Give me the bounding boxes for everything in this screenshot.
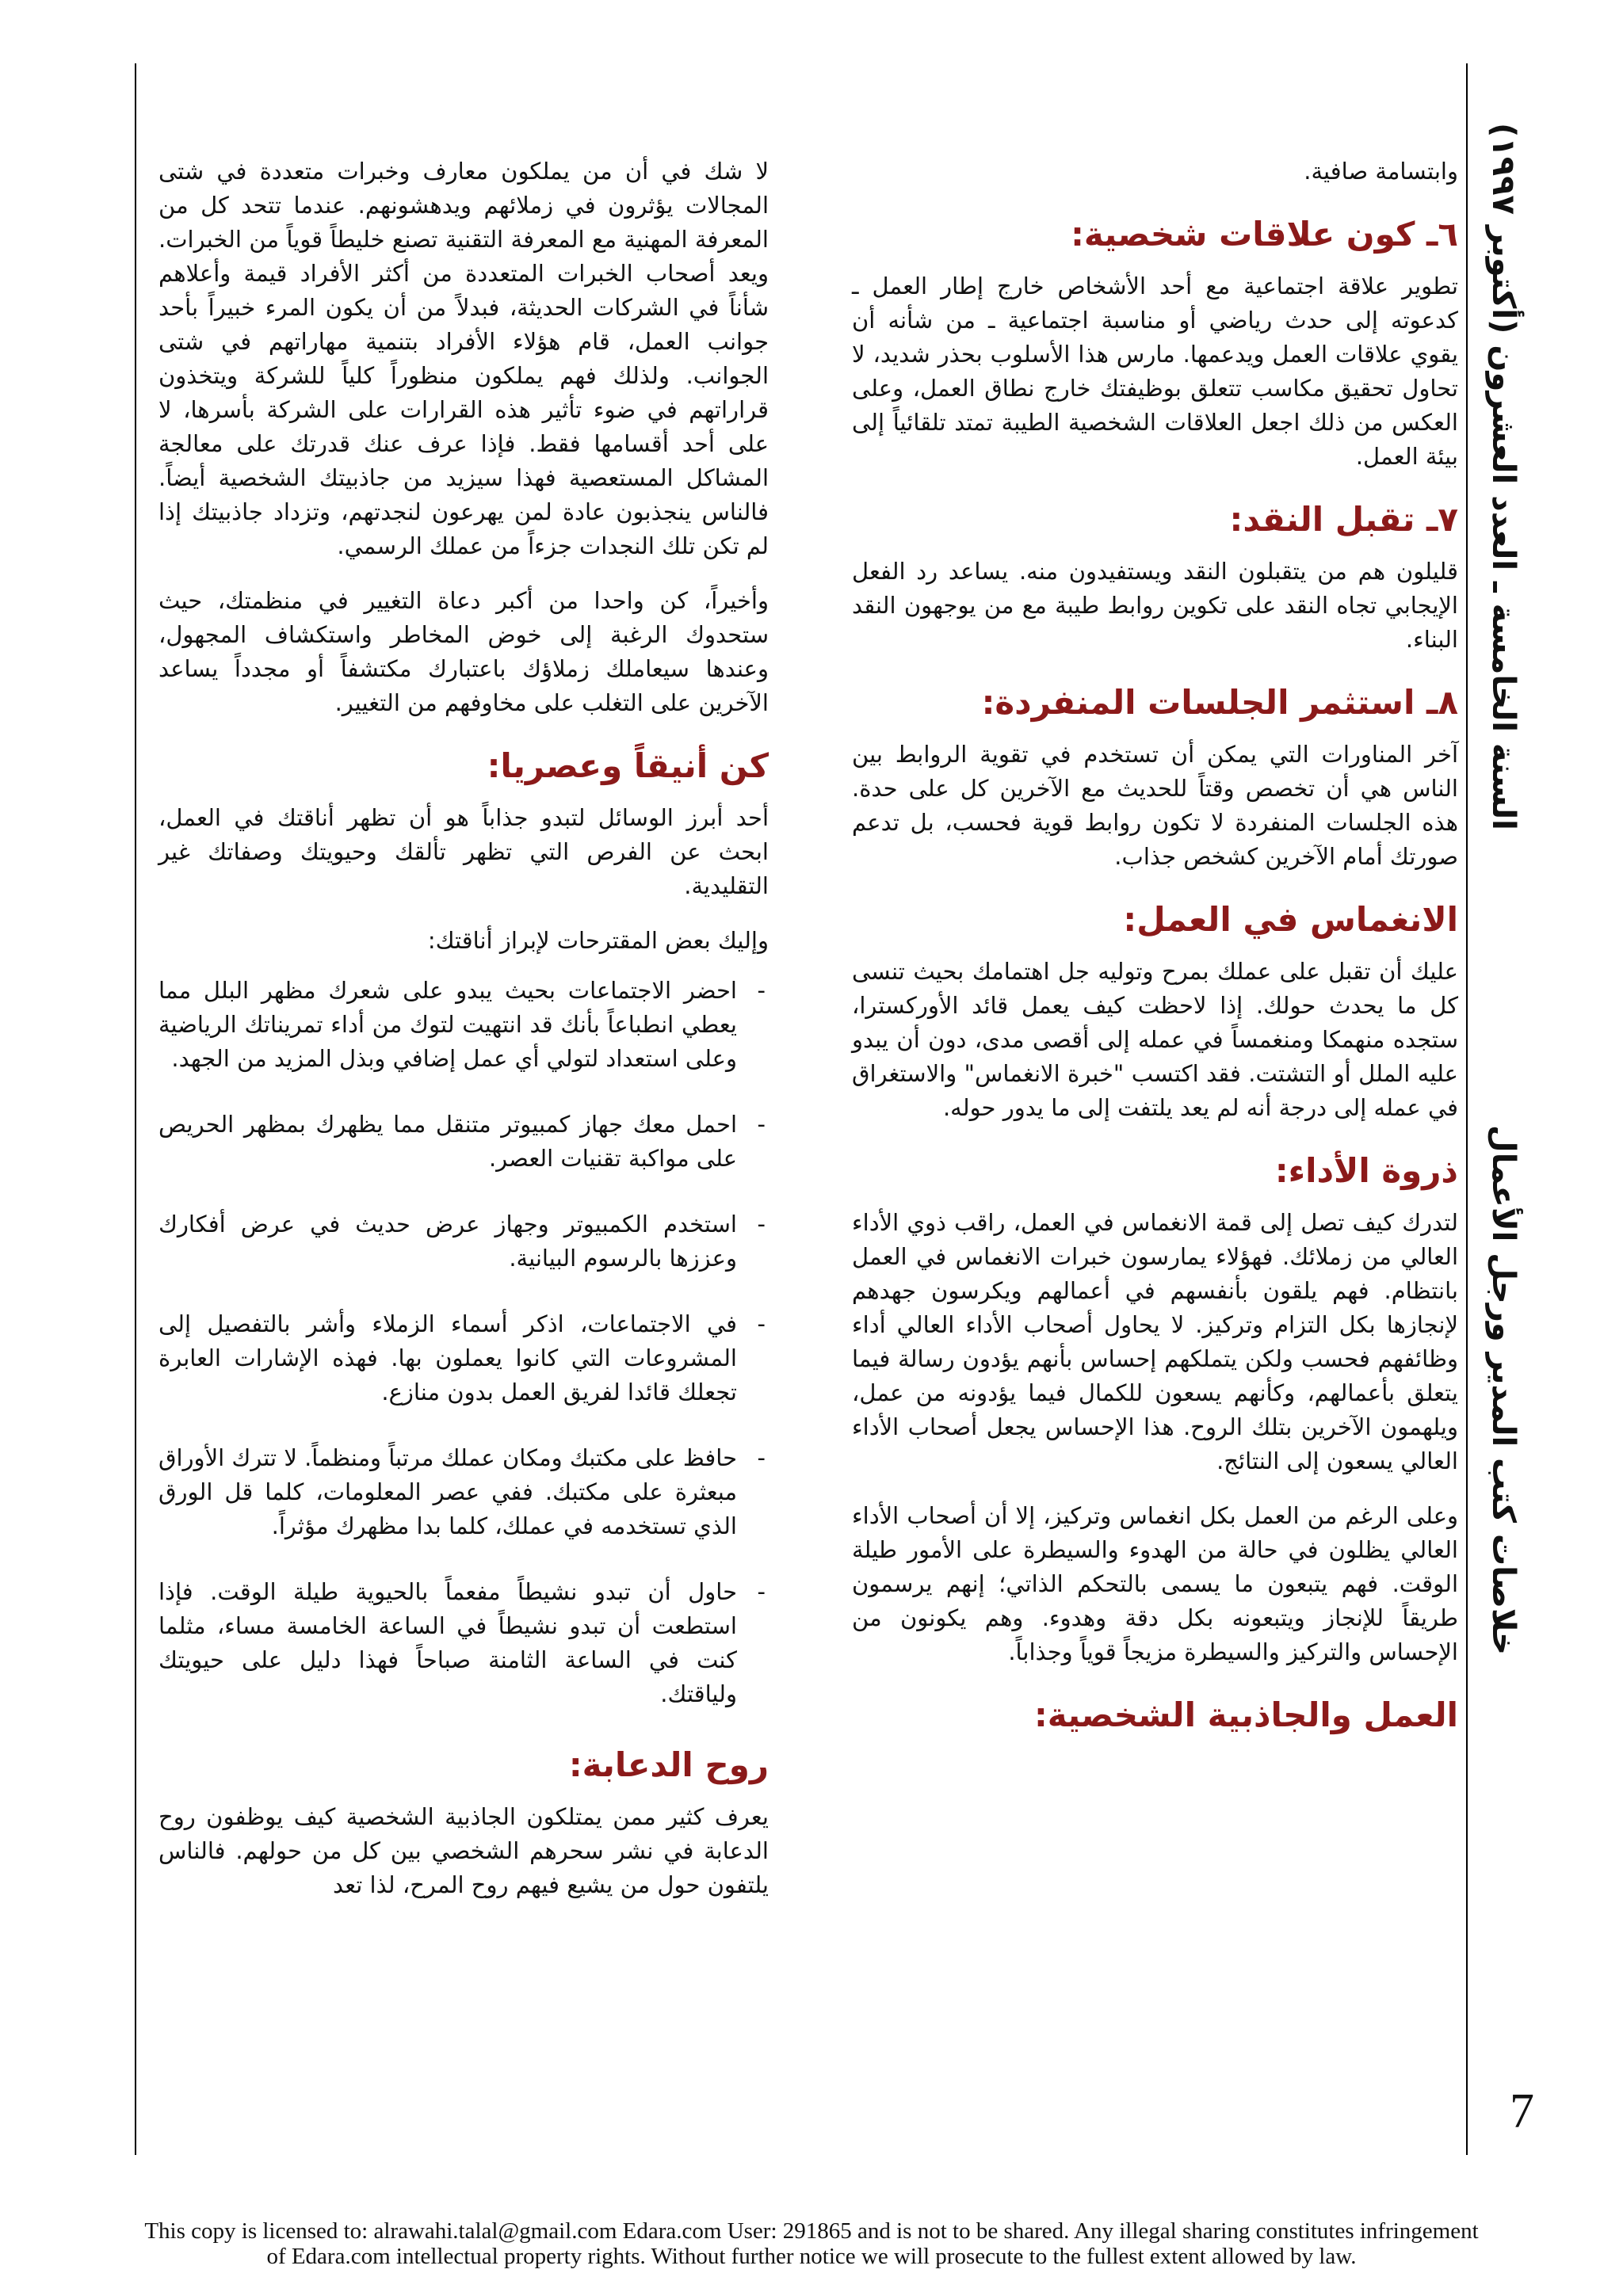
section-paragraph: قليلون هم من يتقبلون النقد ويستفيدون منه. يساعد رد الفعل الإيجابي تجاه النقد على تكوين روابط طيبة مع من يوجهون النقد البناء. bbox=[852, 558, 1458, 653]
left-column-rule bbox=[135, 63, 136, 2155]
list-item bbox=[158, 1207, 769, 1276]
bullet-marker: - bbox=[757, 1310, 766, 1337]
section-heading: العمل والجاذبية الشخصية: bbox=[1034, 1695, 1458, 1734]
bullet-marker: - bbox=[757, 1111, 766, 1138]
list-item-text: في الاجتماعات، اذكر أسماء الزملاء وأشر بالتفصيل إلى المشروعات التي كانوا يعملون بها. فهذه الإشارات العابرة تجعلك قائدا لفريق العمل بدون منازع. bbox=[158, 1310, 737, 1405]
list-item-text: استخدم الكمبيوتر وجهاز عرض حديث في عرض أفكارك وعززها بالرسوم البيانية. bbox=[158, 1211, 737, 1272]
list-item bbox=[158, 1108, 769, 1176]
bullet-marker: - bbox=[757, 1211, 766, 1238]
list-item bbox=[158, 1441, 769, 1543]
list-item bbox=[158, 974, 769, 1076]
section-paragraph: آخر المناورات التي يمكن أن تستخدم في تقوية الروابط بين الناس هي أن تخصص وقتاً للحديث مع الآخرين كل على حدة. هذه الجلسات المنفردة لا تكون روابط قوية فحسب، بل تدعم صورتك أمام الآخرين كشخص جذاب. bbox=[852, 741, 1458, 870]
list-intro: وإليك بعض المقترحات لإبراز أناقتك: bbox=[427, 927, 769, 954]
left-column bbox=[158, 154, 769, 1923]
issue-info-vertical: السنة الخامسة ـ العدد العشرون (أكتوبر ١٩٩٧) bbox=[1485, 123, 1522, 830]
page-number: 7 bbox=[1510, 2084, 1534, 2138]
section-heading: ٧ـ تقبل النقد: bbox=[1229, 500, 1458, 539]
section-paragraph: وعلى الرغم من العمل بكل انغماس وتركيز، إلا أن أصحاب الأداء العالي يظلون في حالة من الهدوء والسيطرة على الأمور طيلة الوقت. فهم يتبعون ما يسمى بالتحكم الذاتي؛ إنهم يرسمون طريقاً للإنجاز ويتبعونه بكل دقة وهدوء. وهم يكونون من الإحساس والتركيز والسيطرة مزيجاً قوياً وجذاباً. bbox=[852, 1502, 1458, 1665]
section-heading: روح الدعابة: bbox=[568, 1745, 769, 1784]
section-paragraph: أحد أبرز الوسائل لتبدو جذاباً هو أن تظهر أناقتك في العمل، ابحث عن الفرص التي تظهر تألقك وحيويتك وصفاتك غير التقليدية. bbox=[158, 804, 769, 899]
right-column bbox=[852, 154, 1458, 1750]
list-item-text: احمل معك جهاز كمبيوتر متنقل مما يظهرك بمظهر الحريص على مواكبة تقنيات العصر. bbox=[158, 1111, 737, 1172]
section-heading: ذروة الأداء: bbox=[1274, 1151, 1458, 1190]
section-heading: ٨ـ استثمر الجلسات المنفردة: bbox=[981, 683, 1458, 722]
list-item bbox=[158, 1575, 769, 1711]
license-footer bbox=[0, 2218, 1623, 2269]
list-item-text: حاول أن تبدو نشيطاً مفعماً بالحيوية طيلة الوقت. فإذا استطعت أن تبدو نشيطاً في الساعة الخامسة مساء، مثلما كنت في الساعة الثامنة صباحاً فهذا دليل على حيويتك ولياقتك. bbox=[158, 1578, 737, 1707]
bullet-marker: - bbox=[757, 1444, 766, 1471]
publication-title-vertical: خلاصات كتب المدير ورجل الأعمال bbox=[1485, 1125, 1522, 1656]
suggestions-list bbox=[158, 974, 769, 1711]
section-paragraph: تطوير علاقة اجتماعية مع أحد الأشخاص خارج إطار العمل ـ كدعوته إلى حدث رياضي أو مناسبة اجتماعية ـ من شأنه أن يقوي علاقات العمل ويدعمها. مارس هذا الأسلوب بحذر شديد، لا تحاول تحقيق مكاسب تتعلق بوظيفتك خارج نطاق العمل، وعلى العكس من ذلك اجعل العلاقات الشخصية الطيبة تمتد تلقائياً إلى بيئة العمل. bbox=[852, 273, 1458, 470]
section-heading: كن أنيقاً وعصريا: bbox=[487, 746, 769, 785]
list-item-text: احضر الاجتماعات بحيث يبدو على شعرك مظهر البلل مما يعطي انطباعاً بأنك قد انتهيت لتوك من أداء تمريناتك الرياضية وعلى استعداد لتولي أي عمل إضافي وبذل المزيد من الجهد. bbox=[158, 977, 737, 1072]
bullet-marker: - bbox=[757, 977, 766, 1004]
section-heading: ٦ـ كون علاقات شخصية: bbox=[1071, 215, 1458, 254]
section-heading: الانغماس في العمل: bbox=[1123, 900, 1458, 939]
list-item bbox=[158, 1307, 769, 1409]
list-item-text: حافظ على مكتبك ومكان عملك مرتباً ومنظماً. لا تترك الأوراق مبعثرة على مكتبك. ففي عصر المعلومات، كلما قل الورق الذي تستخدمه في عملك، كلما بدا مظهرك مؤثراً. bbox=[158, 1444, 737, 1539]
body-paragraph: لا شك في أن من يملكون معارف وخبرات متعددة في شتى المجالات يؤثرون في زملائهم ويدهشونهم. عندما تتحد كل من المعرفة المهنية مع المعرفة التقنية تصنع خليطاً قوياً من الخبرات. ويعد أصحاب الخبرات المتعددة من أكثر الأفراد قيمة وأعلاهم شأناً في الشركات الحديثة، فبدلاً من أن يكون المرء خبيراً بأحد جوانب العمل، قام هؤلاء الأفراد بتنمية مهاراتهم في شتى الجوانب. ولذلك فهم يملكون منظوراً كلياً للشركة ويتخذون قراراتهم في ضوء تأثير هذه القرارات على الشركة بأسرها، لا على أحد أقسامها فقط. فإذا عرف عنك قدرتك على معالجة المشاكل المستعصية فهذا سيزيد من جاذبيتك الشخصية أيضاً. فالناس ينجذبون عادة لمن يهرعون لنجدتهم، وتزداد جاذبيتك إذا لم تكن تلك النجدات جزءاً من عملك الرسمي. bbox=[158, 158, 769, 559]
license-line-1: This copy is licensed to: alrawahi.talal@gmail.com Edara.com User: 291865 and is not to be shared. Any illegal sharing constitutes infringement bbox=[144, 2218, 1479, 2244]
license-line-2: of Edara.com intellectual property rights. Without further notice we will prosecute to the fullest extent allowed by law. bbox=[266, 2244, 1357, 2269]
sidebar-rule bbox=[1466, 63, 1468, 2155]
bullet-marker: - bbox=[757, 1578, 766, 1605]
opening-fragment: وابتسامة صافية. bbox=[1304, 158, 1458, 185]
section-paragraph: لتدرك كيف تصل إلى قمة الانغماس في العمل، راقب ذوي الأداء العالي من زملائك. فهؤلاء يمارسون خبرات الانغماس في العمل بانتظام. فهم يلقون بأنفسهم في أعمالهم ويكرسون جهدهم لإنجازها بكل التزام وتركيز. لا يحاول أصحاب الأداء العالي أداء وظائفهم فحسب ولكن يتملكهم إحساس بأنهم يؤدون رسالة فيما يتعلق بأعمالهم، وكأنهم يسعون للكمال فيما يؤدونه من عمل، ويلهمون الآخرين بتلك الروح. هذا الإحساس يجعل أصحاب الأداء العالي يسعون إلى النتائج. bbox=[852, 1209, 1458, 1474]
section-paragraph: يعرف كثير ممن يمتلكون الجاذبية الشخصية كيف يوظفون روح الدعابة في نشر سحرهم الشخصي بين كل من حولهم. فالناس يلتفون حول من يشيع فيهم روح المرح، لذا تعد bbox=[158, 1803, 769, 1898]
body-paragraph: وأخيراً، كن واحدا من أكبر دعاة التغيير في منظمتك، حيث ستحدوك الرغبة إلى خوض المخاطر واستكشاف المجهول، وعندها سيعاملك زملاؤك باعتبارك مكتشفاً أو مجدداً يساعد الآخرين على التغلب على مخاوفهم من التغيير. bbox=[158, 587, 769, 716]
section-paragraph: عليك أن تقبل على عملك بمرح وتوليه جل اهتمامك بحيث تنسى كل ما يحدث حولك. إذا لاحظت كيف يعمل قائد الأوركسترا، ستجده منهمكا ومنغمساً في عمله إلى أقصى مدى، دون أن يبدو عليه الملل أو التشتت. فقد اكتسب "خبرة الانغماس" والاستغراق في عمله إلى درجة أنه لم يعد يلتفت إلى ما يدور حوله. bbox=[852, 958, 1458, 1121]
